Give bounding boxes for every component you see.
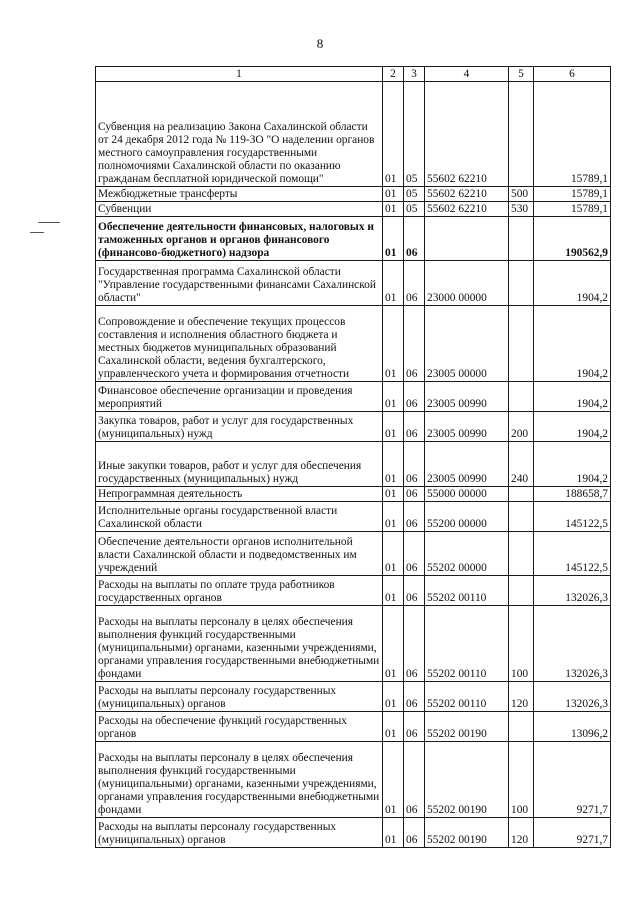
row-subsection-cell: 06 (404, 382, 425, 412)
row-sum-cell: 188658,7 (534, 487, 611, 502)
table-row (96, 712, 611, 742)
row-expense-type-cell: 200 (509, 412, 534, 442)
row-section-cell: 01 (383, 202, 404, 217)
row-section-cell: 01 (383, 261, 404, 306)
row-section-cell: 01 (383, 606, 404, 682)
row-section-cell: 01 (383, 412, 404, 442)
row-name-cell: Обеспечение деятельности органов исполнительной власти Сахалинской области и подведомственных им учреждений (96, 532, 383, 576)
table-row (96, 442, 611, 487)
column-header: 6 (534, 67, 611, 82)
row-subsection-cell: 06 (404, 217, 425, 261)
row-expense-type-cell: 530 (509, 202, 534, 217)
row-expense-type-cell (509, 306, 534, 382)
row-expense-type-cell (509, 712, 534, 742)
row-name-cell: Расходы на выплаты персоналу в целях обеспечения выполнения функций государственными (муниципальными) органами, казенными учреждениями, органами управления государственными внебюджетными фондами (96, 742, 383, 818)
table-row (96, 202, 611, 217)
row-name-cell: Исполнительные органы государственной власти Сахалинской области (96, 502, 383, 532)
row-section-cell: 01 (383, 502, 404, 532)
row-sum-cell: 9271,7 (534, 742, 611, 818)
row-expense-type-cell: 100 (509, 742, 534, 818)
row-sum-cell: 145122,5 (534, 532, 611, 576)
row-expense-type-cell (509, 576, 534, 606)
scan-mark (38, 222, 60, 223)
row-expense-type-cell: 240 (509, 442, 534, 487)
row-sum-cell: 190562,9 (534, 217, 611, 261)
row-name-cell: Сопровождение и обеспечение текущих процессов составления и исполнения областного бюджета и местных бюджетов муниципальных образований Сахалинской области, ведения бухгалтерского, управленческого учета и формирования отчетности (96, 306, 383, 382)
row-sum-cell: 1904,2 (534, 306, 611, 382)
page-number: 8 (316, 36, 324, 51)
row-section-cell: 01 (383, 442, 404, 487)
row-target-article-cell: 23005 00000 (425, 306, 509, 382)
row-subsection-cell: 06 (404, 261, 425, 306)
row-name-cell: Иные закупки товаров, работ и услуг для обеспечения государственных (муниципальных) нужд (96, 442, 383, 487)
table-row (96, 532, 611, 576)
row-section-cell: 01 (383, 187, 404, 202)
row-name-cell: Расходы на выплаты персоналу государственных (муниципальных) органов (96, 682, 383, 712)
table-row (96, 818, 611, 848)
row-target-article-cell: 55200 00000 (425, 502, 509, 532)
row-expense-type-cell (509, 532, 534, 576)
row-subsection-cell: 05 (404, 202, 425, 217)
row-subsection-cell: 06 (404, 306, 425, 382)
row-name-cell: Обеспечение деятельности финансовых, налоговых и таможенных органов и органов финансового (финансово-бюджетного) надзора (96, 217, 383, 261)
table-row (96, 306, 611, 382)
row-target-article-cell (425, 217, 509, 261)
row-expense-type-cell: 500 (509, 187, 534, 202)
row-subsection-cell: 05 (404, 187, 425, 202)
row-section-cell: 01 (383, 742, 404, 818)
table-row (96, 412, 611, 442)
row-name-cell: Субвенция на реализацию Закона Сахалинской области от 24 декабря 2012 года № 119-ЗО "О наделении органов местного самоуправления государственными полномочиями Сахалинской области по оказанию гражданам бесплатной юридической помощи" (96, 82, 383, 187)
row-subsection-cell: 06 (404, 742, 425, 818)
row-sum-cell: 132026,3 (534, 682, 611, 712)
row-subsection-cell: 06 (404, 532, 425, 576)
table-row (96, 502, 611, 532)
row-section-cell: 01 (383, 217, 404, 261)
row-sum-cell: 145122,5 (534, 502, 611, 532)
row-target-article-cell: 55202 00110 (425, 682, 509, 712)
row-target-article-cell: 23005 00990 (425, 442, 509, 487)
table-row (96, 606, 611, 682)
row-expense-type-cell (509, 217, 534, 261)
row-target-article-cell: 23000 00000 (425, 261, 509, 306)
row-expense-type-cell (509, 382, 534, 412)
column-header: 5 (509, 67, 534, 82)
column-header: 1 (96, 67, 383, 82)
row-sum-cell: 1904,2 (534, 412, 611, 442)
row-section-cell: 01 (383, 382, 404, 412)
row-target-article-cell: 55202 00110 (425, 576, 509, 606)
row-subsection-cell: 06 (404, 818, 425, 848)
row-name-cell: Межбюджетные трансферты (96, 187, 383, 202)
row-sum-cell: 1904,2 (534, 442, 611, 487)
table-row (96, 82, 611, 187)
row-name-cell: Расходы на выплаты по оплате труда работников государственных органов (96, 576, 383, 606)
row-name-cell: Финансовое обеспечение организации и проведения мероприятий (96, 382, 383, 412)
row-expense-type-cell: 120 (509, 818, 534, 848)
row-sum-cell: 1904,2 (534, 261, 611, 306)
row-section-cell: 01 (383, 682, 404, 712)
row-target-article-cell: 55602 62210 (425, 187, 509, 202)
row-sum-cell: 15789,1 (534, 82, 611, 187)
row-sum-cell: 132026,3 (534, 606, 611, 682)
row-subsection-cell: 06 (404, 502, 425, 532)
row-expense-type-cell: 100 (509, 606, 534, 682)
row-subsection-cell: 06 (404, 576, 425, 606)
row-name-cell: Расходы на выплаты персоналу в целях обеспечения выполнения функций государственными (муниципальными) органами, казенными учреждениями, органами управления государственными внебюджетными фондами (96, 606, 383, 682)
row-name-cell: Закупка товаров, работ и услуг для государственных (муниципальных) нужд (96, 412, 383, 442)
row-section-cell: 01 (383, 532, 404, 576)
table-header-row (96, 67, 611, 82)
row-name-cell: Расходы на выплаты персоналу государственных (муниципальных) органов (96, 818, 383, 848)
row-name-cell: Государственная программа Сахалинской области "Управление государственными финансами Сахалинской области" (96, 261, 383, 306)
column-header: 3 (404, 67, 425, 82)
row-target-article-cell: 55602 62210 (425, 82, 509, 187)
row-subsection-cell: 06 (404, 442, 425, 487)
column-header: 4 (425, 67, 509, 82)
row-name-cell: Субвенции (96, 202, 383, 217)
row-section-cell: 01 (383, 306, 404, 382)
row-target-article-cell: 55202 00190 (425, 742, 509, 818)
scan-mark (30, 232, 44, 233)
row-expense-type-cell (509, 261, 534, 306)
table-row (96, 382, 611, 412)
row-expense-type-cell: 120 (509, 682, 534, 712)
row-subsection-cell: 05 (404, 82, 425, 187)
row-name-cell: Расходы на обеспечение функций государственных органов (96, 712, 383, 742)
row-section-cell: 01 (383, 712, 404, 742)
table-row (96, 217, 611, 261)
row-section-cell: 01 (383, 576, 404, 606)
table-row (96, 487, 611, 502)
row-target-article-cell: 55202 00190 (425, 712, 509, 742)
row-sum-cell: 9271,7 (534, 818, 611, 848)
budget-table (95, 66, 611, 848)
row-section-cell: 01 (383, 82, 404, 187)
row-sum-cell: 13096,2 (534, 712, 611, 742)
row-subsection-cell: 06 (404, 606, 425, 682)
row-subsection-cell: 06 (404, 682, 425, 712)
row-sum-cell: 132026,3 (534, 576, 611, 606)
row-name-cell: Непрограммная деятельность (96, 487, 383, 502)
table-row (96, 576, 611, 606)
row-subsection-cell: 06 (404, 487, 425, 502)
row-section-cell: 01 (383, 818, 404, 848)
row-expense-type-cell (509, 487, 534, 502)
row-target-article-cell: 55602 62210 (425, 202, 509, 217)
row-sum-cell: 15789,1 (534, 187, 611, 202)
row-target-article-cell: 55202 00190 (425, 818, 509, 848)
row-target-article-cell: 23005 00990 (425, 412, 509, 442)
row-sum-cell: 15789,1 (534, 202, 611, 217)
row-target-article-cell: 55202 00110 (425, 606, 509, 682)
row-sum-cell: 1904,2 (534, 382, 611, 412)
column-header: 2 (383, 67, 404, 82)
row-subsection-cell: 06 (404, 712, 425, 742)
row-target-article-cell: 55000 00000 (425, 487, 509, 502)
table-row (96, 742, 611, 818)
table-row (96, 682, 611, 712)
row-target-article-cell: 23005 00990 (425, 382, 509, 412)
row-section-cell: 01 (383, 487, 404, 502)
row-expense-type-cell (509, 82, 534, 187)
row-expense-type-cell (509, 502, 534, 532)
row-target-article-cell: 55202 00000 (425, 532, 509, 576)
table-row (96, 187, 611, 202)
row-subsection-cell: 06 (404, 412, 425, 442)
table-row (96, 261, 611, 306)
